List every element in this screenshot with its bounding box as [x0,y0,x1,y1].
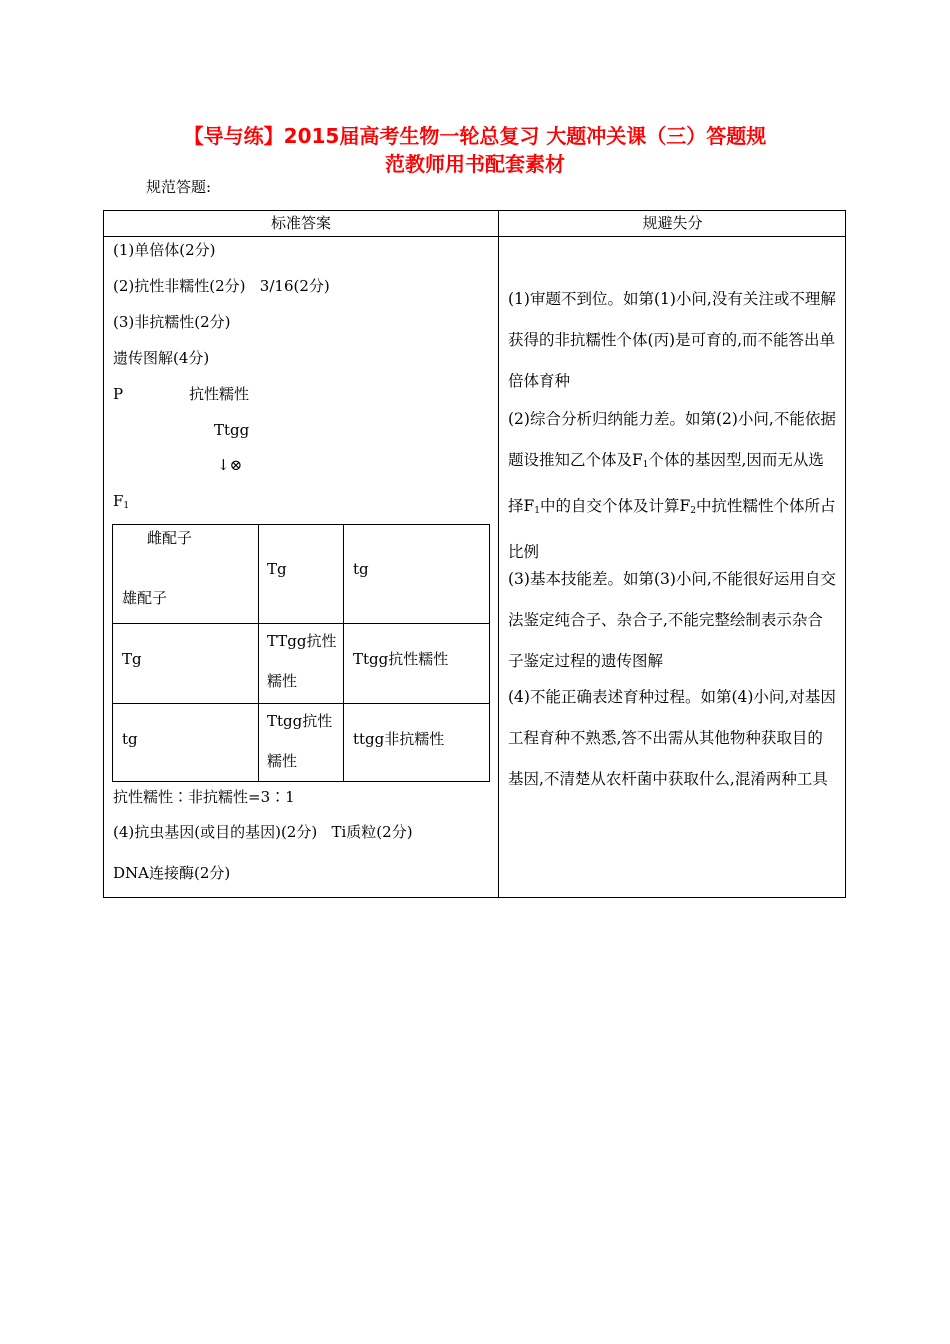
document-title [0,122,950,178]
parent-phenotype: 抗性糯性 [189,385,250,403]
cell-r1c1: TTgg抗性糯性 [267,632,337,690]
punnett-vline-2 [343,525,344,781]
error-point-2: (2)综合分析归纳能力差。如第(2)小问,不能依据题设推知乙个体及$F_1$个体的基因型,因而无从选择$F_1$中的自交个体及计算$F_2$中抗性糯性个体所占比例 [508,410,836,561]
answer-line-5: (4)抗虫基因(或目的基因)(2分) Ti质粒(2分) [113,823,413,841]
answer-line-6: DNA连接酶(2分) [113,864,231,882]
cell-r2c2: ttgg非抗糯性 [353,730,445,748]
col-header-tg-upper: Tg [267,560,287,578]
f1-label: $F_1$ [113,492,130,511]
title-line-2: 范教师用书配套素材 [385,152,565,176]
error-point-1: (1)审题不到位。如第(1)小问,没有关注或不理解获得的非抗糯性个体(丙)是可育的,而不能答出单倍体育种 [508,290,836,390]
error-point-3: (3)基本技能差。如第(3)小问,不能很好运用自交法鉴定纯合子、杂合子,不能完整绘制表示杂合子鉴定过程的遗传图解 [508,570,836,670]
col-header-tg-lower: tg [353,560,369,578]
row-header-tg-upper: Tg [122,650,142,668]
corner-female-gametes: 雌配子 [147,529,193,547]
header-divider [104,236,845,237]
corner-male-gametes: 雄配子 [122,589,168,607]
answer-line-4: 遗传图解(4分) [113,349,210,367]
error-point-4: (4)不能正确表述育种过程。如第(4)小问,对基因工程育种不熟悉,答不出需从其他物种获取目的基因,不清楚从农杆菌中获取什么,混淆两种工具 [508,688,836,788]
row-header-tg-lower: tg [122,730,138,748]
answer-line-3: (3)非抗糯性(2分) [113,313,231,331]
answer-line-1: (1)单倍体(2分) [113,241,216,259]
header-avoid-errors: 规避失分 [642,214,703,232]
parent-genotype: Ttgg [214,421,250,439]
parent-label: P [113,385,124,403]
answer-table [103,210,846,898]
column-divider [498,211,499,897]
title-line-1: 【导与练】2015届高考生物一轮总复习 大题冲关课（三）答题规 [183,124,767,148]
punnett-vline-1 [258,525,259,781]
section-label: 规范答题: [146,178,212,196]
ratio-line: 抗性糯性∶非抗糯性=3∶1 [113,788,295,806]
cell-r2c1: Ttgg抗性糯性 [267,712,333,770]
punnett-square [112,524,490,782]
header-standard-answer: 标准答案 [270,214,331,232]
cell-r1c2: Ttgg抗性糯性 [353,650,449,668]
selfing-arrow: ↓⊗ [217,456,243,474]
answer-line-2: (2)抗性非糯性(2分) 3/16(2分) [113,277,330,295]
